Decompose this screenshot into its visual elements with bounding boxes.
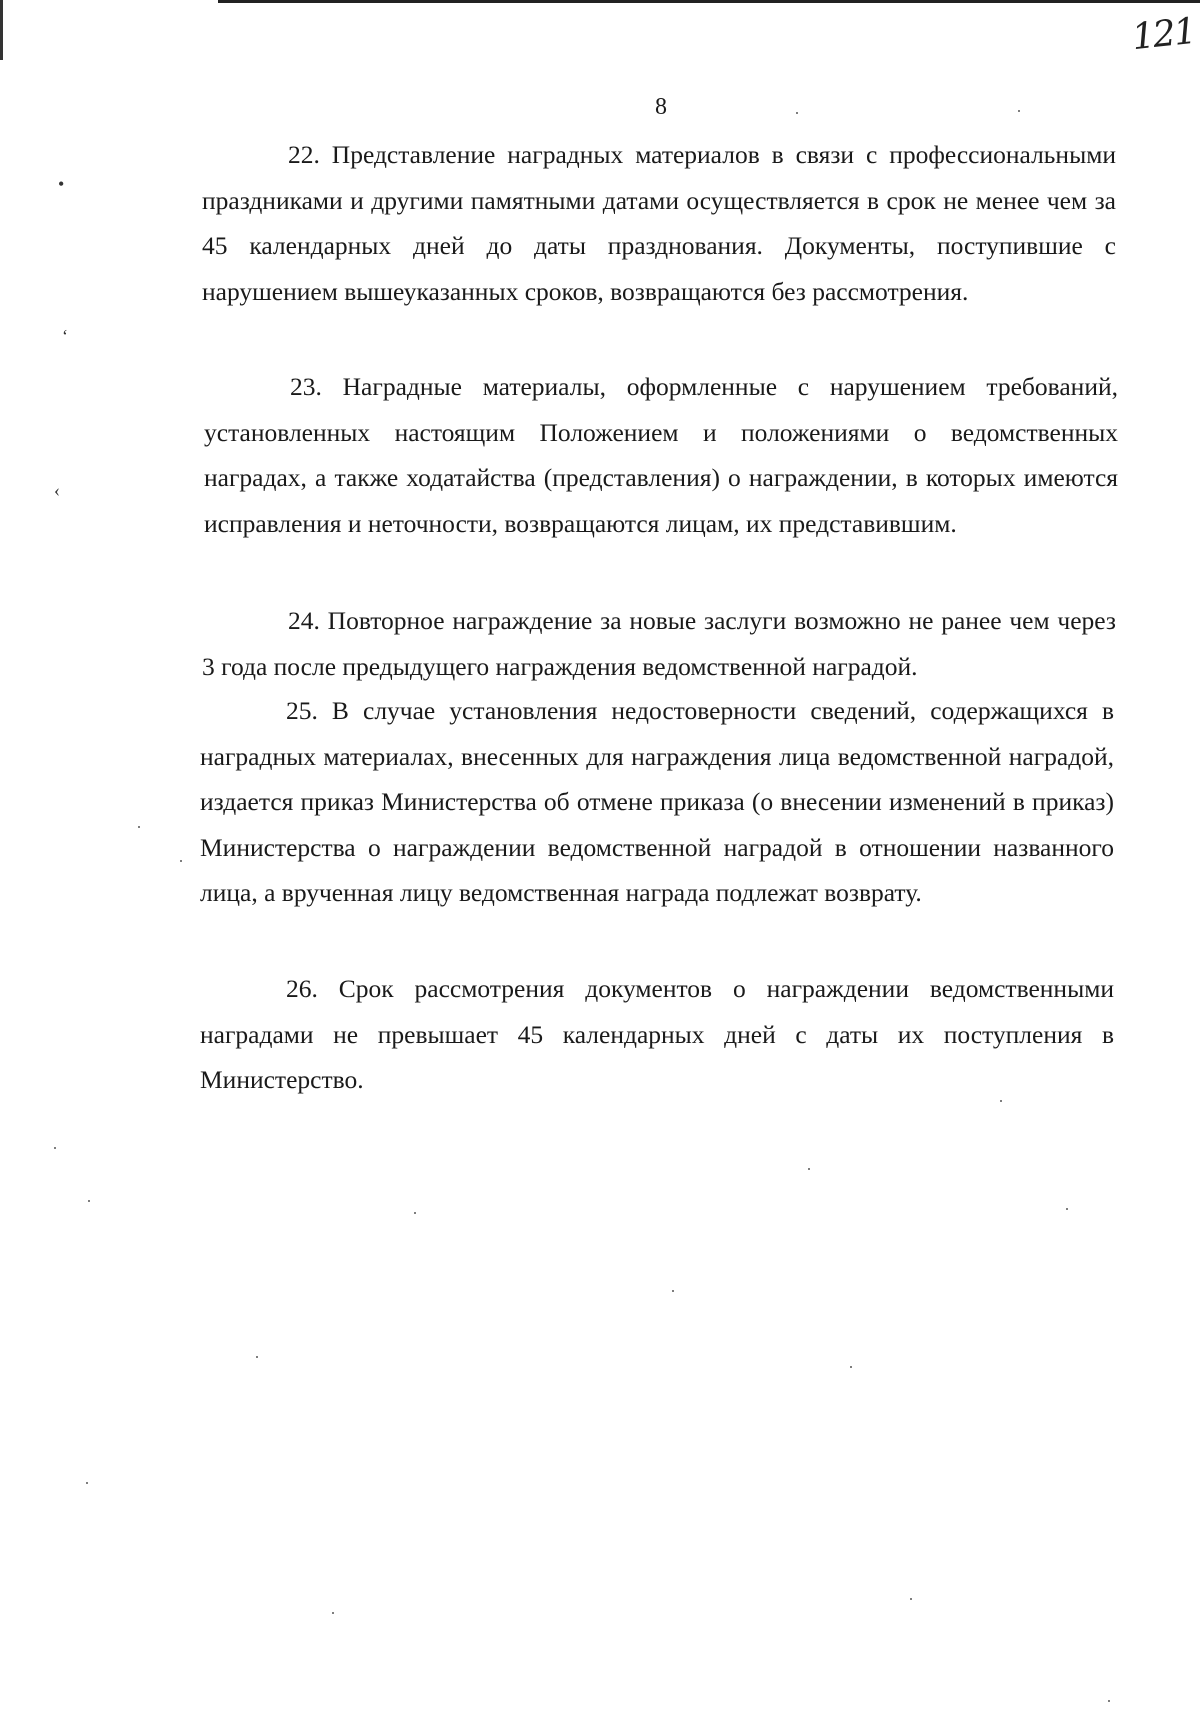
- scan-speck: [1018, 110, 1020, 112]
- scan-mark: •: [58, 174, 65, 194]
- paragraph-26: 26. Срок рассмотрения документов о награждении ведомственными наградами не превышает 45 календарных дней с даты их поступления в Министерство.: [200, 974, 1114, 1094]
- scan-speck: [808, 1168, 810, 1170]
- paragraph-25: 25. В случае установления недостоверности сведений, содержащихся в наградных материалах, внесенных для награждения лица ведомственной наградой, издается приказ Министерства об отмене приказа (о внесении изменений в приказ) Министерства о награждении ведомственной наградой в отношении названного лица, а врученная лицу ведомственная награда подлежат возврату.: [200, 696, 1114, 907]
- scan-speck: [796, 112, 798, 114]
- scan-mark: ‘: [62, 326, 68, 346]
- scan-speck: [910, 1598, 912, 1600]
- scan-speck: [332, 1612, 334, 1614]
- scan-edge-left: [0, 0, 3, 60]
- scan-mark: ‹: [54, 480, 60, 500]
- paragraph-24: 24. Повторное награждение за новые заслуги возможно не ранее чем через 3 года после предыдущего награждения ведомственной наградой.: [202, 606, 1116, 681]
- scan-speck: [1108, 1700, 1110, 1702]
- handwritten-page-number: 121: [1130, 10, 1197, 59]
- scan-speck: [180, 860, 182, 862]
- scan-speck: [1066, 1208, 1068, 1210]
- scan-edge-top: [218, 0, 1200, 3]
- scan-speck: [86, 1482, 88, 1484]
- scan-speck: [850, 1366, 852, 1368]
- scan-speck: [256, 1356, 258, 1358]
- scan-speck: [138, 826, 140, 828]
- paragraph-23: 23. Наградные материалы, оформленные с нарушением требований, установленных настоящим Положением и положениями о ведомственных наградах, а также ходатайства (представления) о награждении, в которых имеются исправления и неточности, возвращаются лицам, их представившим.: [204, 372, 1118, 538]
- scan-speck: [88, 1200, 90, 1202]
- page-number: 8: [655, 94, 667, 120]
- scan-speck: [672, 1290, 674, 1292]
- paragraph-22: 22. Представление наградных материалов в связи с профессиональными праздниками и другими памятными датами осуществляется в срок не менее чем за 45 календарных дней до даты празднования. Документы, поступившие с нарушением вышеуказанных сроков, возвращаются без рассмотрения.: [202, 140, 1116, 306]
- scan-speck: [414, 1212, 416, 1214]
- scan-speck: [54, 1147, 56, 1149]
- scan-speck: [1000, 1100, 1002, 1102]
